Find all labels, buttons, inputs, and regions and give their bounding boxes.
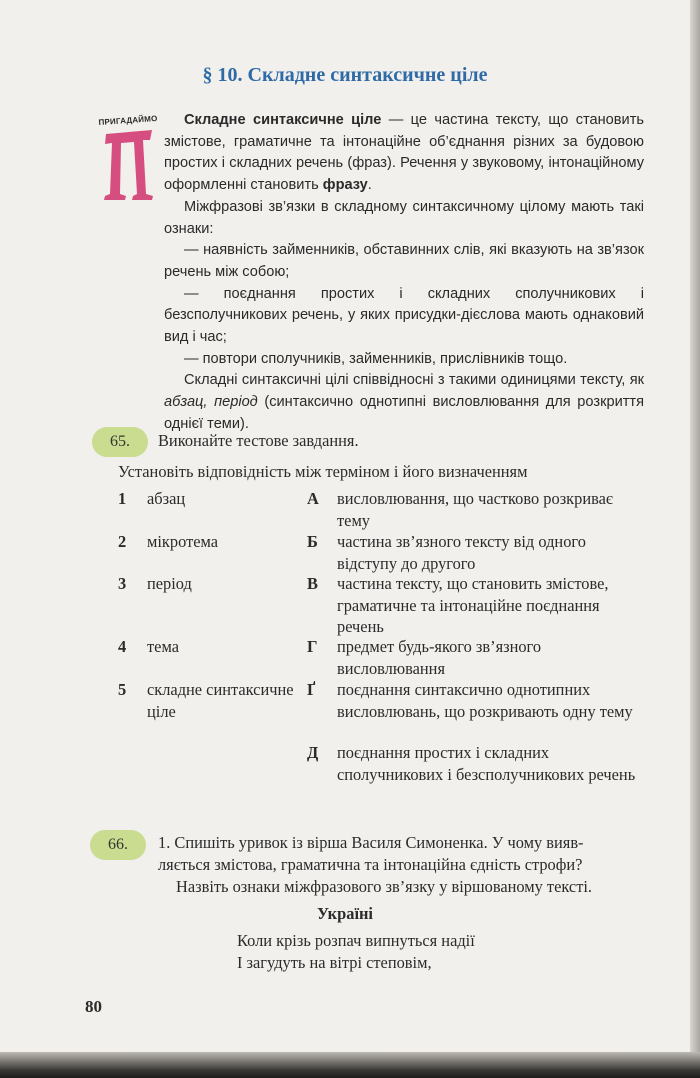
term-text: тема — [147, 637, 179, 656]
theory-links-intro: Міжфразові зв’язки в складному синтаксичному цілому мають такі ознаки: — [164, 198, 644, 237]
task-66-line-2: ляється змістова, граматична та інтонаційна єдність строфи? — [158, 855, 583, 874]
pi-letter-text: П — [96, 124, 97, 125]
definition-letter: Б — [307, 532, 318, 551]
remember-marker — [96, 113, 160, 196]
theory-feature-2: — поєднання простих і складних сполучникових і безсполучникових речень, у яких присудки-дієслова мають однаковий вид і час; — [164, 285, 644, 346]
definition-text: предмет будь-якого зв’язного висловлювання — [337, 637, 542, 678]
definition-text: частина тексту, що становить змістове, граматичне та інтонаційне поєднання речень — [337, 574, 609, 636]
theory-feature-1: — наявність займенників, обставинних слів, які вказують на зв’язок речень між собою; — [164, 242, 644, 280]
definition-letter: Д — [307, 743, 319, 762]
task-66-line-3: Назвіть ознаки міжфразового зв’язку у віршованому тексті. — [176, 877, 593, 896]
term-complex-whole: Складне синтаксичне ціле — [184, 112, 382, 128]
term-text: абзац — [147, 489, 186, 508]
theory-definition — [164, 110, 644, 197]
theory-feature-3: — повтори сполучників, займенників, прислівників тощо. — [184, 350, 568, 367]
correlation-text-b: (синтаксично однотипні висловлювання для розкриття однієї теми). — [164, 394, 644, 432]
term-text: період — [147, 574, 192, 593]
definition-letter: В — [307, 574, 318, 593]
definition-text: частина зв’язного тексту від одного відступу до другого — [337, 532, 586, 573]
pi-letter-icon — [96, 124, 160, 204]
page-edge-right — [690, 0, 700, 1052]
definition-letter: А — [307, 489, 319, 508]
task-65-badge: 65. — [92, 427, 148, 457]
poem — [237, 930, 637, 974]
page-number: 80 — [85, 997, 102, 1016]
term-number: 1 — [118, 489, 127, 508]
term-text: мікротема — [147, 532, 219, 551]
page-edge-bottom — [0, 1052, 700, 1078]
task-65-instruction: Виконайте тестове завдання. — [158, 431, 359, 450]
remember-label: ПРИГАДАЙМО — [98, 113, 158, 128]
poem-line: І загудуть на вітрі степовім, — [237, 953, 432, 972]
definition-text: поєднання простих і складних сполучникових і безсполучникових речень — [337, 743, 636, 784]
theory-block — [164, 110, 644, 436]
task-66-line-1: 1. Спишіть уривок із вірша Василя Симоненка. У чому вияв- — [158, 833, 584, 852]
task-65-prompt: Установіть відповідність між терміном і його визначенням — [118, 462, 528, 481]
task-66-badge: 66. — [90, 830, 146, 860]
term-number: 3 — [118, 574, 127, 593]
term-text: складне синтаксичне ціле — [147, 680, 294, 721]
correlation-text-a: Складні синтаксичні цілі співвідносні з такими одиницями тексту, як — [184, 372, 644, 389]
section-title: § 10. Складне синтаксичне ціле — [202, 64, 488, 86]
term-number: 2 — [118, 532, 127, 551]
definition-end: . — [367, 177, 372, 194]
definition-text: — це частина тексту, що становить змістове, граматичне та інтонаційне об’єднання різних за будовою простих і складних речень (фраз). Речення у звуковому, інтонаційному оформленні становить — [164, 112, 644, 194]
term-number: 4 — [118, 637, 127, 656]
theory-correlation — [164, 370, 644, 435]
definition-letter: Г — [307, 637, 318, 656]
poem-line: Коли крізь розпач випнуться надії — [237, 931, 475, 950]
poem-title: Україні — [317, 904, 373, 923]
definition-letter: Ґ — [307, 680, 316, 699]
term-paragraph-period: абзац, період — [164, 394, 258, 411]
definition-text: поєднання синтаксично однотипних висловлювань, що розкривають одну тему — [337, 680, 633, 721]
term-number: 5 — [118, 680, 127, 699]
term-phrase: фразу — [322, 177, 368, 194]
definition-text: висловлювання, що частково розкриває тему — [337, 489, 613, 530]
